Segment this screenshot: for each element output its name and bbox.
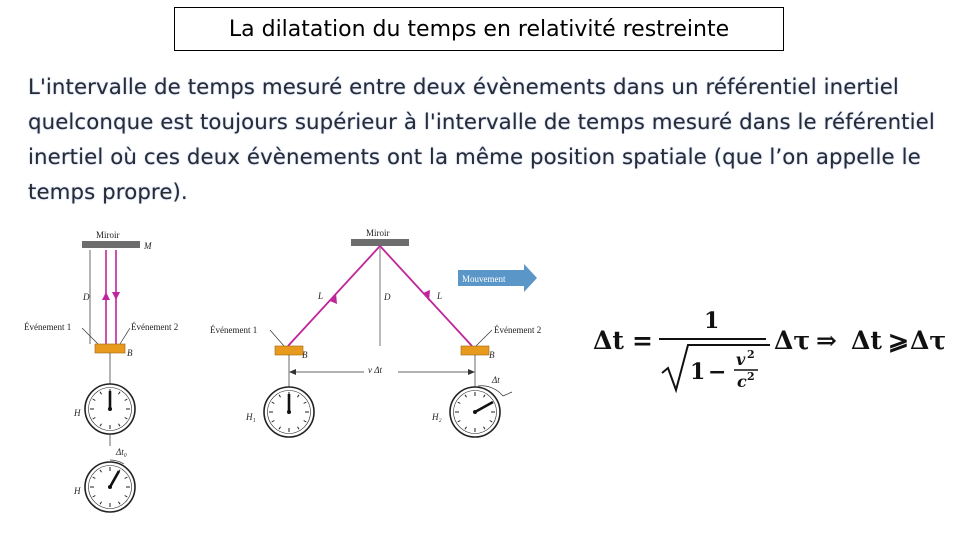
right-event2-label: Événement 2	[494, 325, 542, 335]
movement-label: Mouvement	[462, 274, 506, 284]
right-mirror	[351, 239, 409, 246]
formula-c: c	[737, 372, 747, 391]
right-base-right-label: B	[489, 350, 495, 360]
left-event1-label: Événement 1	[24, 322, 72, 332]
slide-title: La dilatation du temps en relativité restreinte	[174, 7, 784, 51]
right-base-left-label: B	[302, 350, 308, 360]
right-clock-2	[450, 387, 500, 437]
formula-implies: ⇒	[816, 326, 837, 355]
left-proper-time-label: Δt₀	[116, 447, 127, 457]
right-path-label-left: L	[318, 291, 324, 301]
formula-geq: ⩾	[888, 326, 909, 355]
formula-lhs: Δt	[593, 326, 624, 355]
formula-rhs-lhs: Δt	[851, 326, 882, 355]
formula-numerator: 1	[704, 308, 720, 334]
left-distance-label: D	[83, 292, 90, 302]
right-moving-clock-figure	[210, 228, 541, 437]
right-emitter-right	[461, 346, 489, 355]
right-displacement-arrow-right	[468, 369, 475, 375]
left-clock-1	[85, 384, 135, 434]
right-distance-label: D	[384, 292, 391, 302]
formula-rhs-rhs: Δτ	[910, 326, 947, 355]
left-mirror-label: Miroir	[96, 230, 120, 240]
left-light-clock-figure	[24, 230, 178, 512]
right-event1-label: Événement 1	[210, 325, 258, 335]
left-event2-label: Événement 2	[131, 322, 179, 332]
formula-tau: Δτ	[774, 326, 811, 355]
movement-arrow	[458, 264, 537, 292]
right-time-interval-label: Δt	[492, 375, 500, 385]
right-event2-pointer	[476, 330, 492, 346]
left-clock-1-label: H	[74, 408, 81, 418]
right-clock-1	[264, 387, 314, 437]
right-clock-2-label: H₂	[432, 412, 442, 422]
formula-one: 1	[690, 359, 706, 385]
right-event1-pointer	[270, 330, 284, 346]
right-time-tick	[503, 392, 512, 396]
formula-c-exp: 2	[747, 370, 755, 383]
right-clock-1-label: H₁	[246, 412, 256, 422]
left-emitter-block	[95, 344, 125, 353]
right-displacement-label: v Δt	[368, 365, 383, 375]
left-base-point-label: B	[127, 348, 133, 358]
left-mirror	[82, 241, 140, 248]
left-mirror-point-label: M	[144, 241, 152, 251]
formula-v-exp: 2	[747, 348, 755, 361]
right-displacement-arrow-left	[289, 369, 296, 375]
time-dilation-formula	[593, 308, 946, 391]
left-arrow-up	[102, 292, 110, 300]
right-mirror-label: Miroir	[366, 228, 390, 238]
left-event2-pointer	[120, 328, 130, 344]
left-clock-2	[85, 462, 135, 512]
left-arrow-down	[112, 292, 120, 300]
right-emitter-left	[275, 346, 303, 355]
right-arrow-down	[423, 290, 430, 301]
formula-equals: =	[632, 326, 653, 355]
left-clock-2-label: H	[74, 486, 81, 496]
formula-minus: −	[708, 359, 727, 385]
time-dilation-statement: L'intervalle de temps mesuré entre deux évènements dans un référentiel inertiel quelconque est toujours supérieur à l'intervalle de temps mesuré dans le référentiel inertiel où ces deux évènements ont la même position spatiale (que l’on appelle le temps propre).	[28, 75, 935, 205]
right-path-label-right: L	[437, 291, 443, 301]
formula-v: v	[736, 350, 746, 369]
